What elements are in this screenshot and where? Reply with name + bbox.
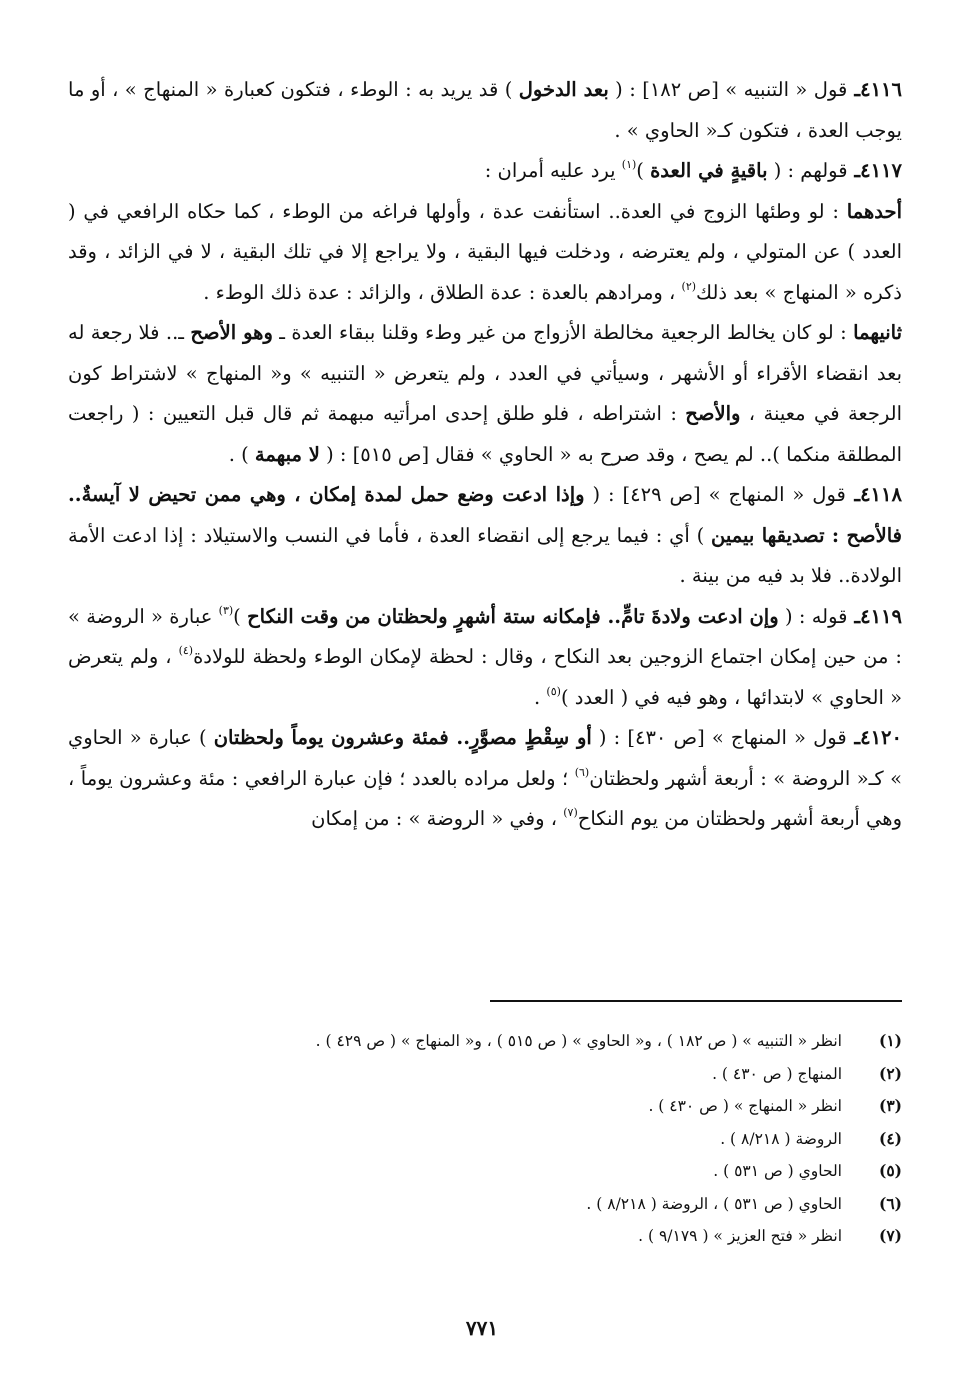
paragraph-text: ثانيهما : لو كان يخالط الرجعية مخالطة الأزواج من غير وطء وقلنا ببقاء العدة ـ وهو الأصح ـ.. فلا رجعة له بعد انقضاء الأقراء أو الأشهر ، وسيأتي في العدد ، ولم يتعرض « التنبيه » و« المنهاج » لاشتراط كون الرجعة في معينة ، والأصح : اشتراطه ، فلو طلق إحدى امرأتيه مبهمة ثم قال قبل التعيين : ( راجعت المطلقة منكما ).. لم يصح ، وقد صرح به « الحاوي » فقال [ص ٥١٥] : ( لا مبهمة ) .: [68, 321, 902, 466]
footnote-number: (٦): [878, 1193, 902, 1213]
main-text: [68, 70, 902, 840]
paragraph: [68, 718, 902, 840]
footnote: [68, 1123, 902, 1156]
footnote: [68, 1188, 902, 1221]
paragraph-text: قول « المنهاج » [ص ٤٣٠] : ( أو سِقْطٍ مصوَّرٍ.. فمئة وعشرون يوماً ولحظتان ) عبارة « الحاوي » كـ« الروضة » : أربعة أشهر ولحظتان$^{(٦)}$ ؛ ولعل مراده بالعدد ؛ فإن عبارة الرافعي : مئة وعشرون يوماً ، وهي أربعة أشهر ولحظتان من يوم النكاح$^{(٧)}$ ، وفي « الروضة » : من إمكان: [68, 726, 903, 830]
footnote-text: الروضة ( ٨/٢١٨ ) .: [720, 1129, 842, 1148]
footnote-separator: [490, 1000, 902, 1002]
issue-number: ٤١٢٠ـ: [846, 726, 902, 749]
footnote-number: (٧): [878, 1226, 902, 1245]
footnote-number: (٣): [878, 1096, 902, 1115]
footnote: [68, 1220, 902, 1253]
paragraph: [68, 597, 902, 719]
footnote: [68, 1025, 902, 1058]
paragraph-text: قول « التنبيه » [ص ١٨٢] : ( بعد الدخول ) قد يريد به : الوطء ، فتكون كعبارة « المنهاج » ، أو ما يوجب العدة ، فتكون كـ« الحاوي » .: [68, 78, 902, 142]
footnote-text: انظر « المنهاج » ( ص ٤٣٠ ) .: [648, 1097, 842, 1115]
footnote-text: الحاوي ( ص ٥٣١ ) ، الروضة ( ٨/٢١٨ ) .: [586, 1194, 842, 1213]
footnote-text: انظر « التنبيه » ( ص ١٨٢ ) ، و« الحاوي » ( ص ٥١٥ ) ، و« المنهاج » ( ص ٤٢٩ ) .: [315, 1032, 842, 1050]
footnote-number: (١): [878, 1031, 902, 1050]
footnotes: [68, 1025, 902, 1253]
paragraph: [68, 475, 902, 597]
footnote-number: (٢): [878, 1063, 902, 1083]
paragraph: [68, 70, 902, 151]
paragraph: [68, 313, 902, 475]
paragraph: [68, 192, 902, 314]
paragraph-text: قول « المنهاج » [ص ٤٢٩] : ( وإذا ادعت وضع حمل لمدة إمكان ، وهي ممن تحيض لا آيسةٌ.. فالأصح : تصديقها بيمين ) أي : فيما يرجع إلى انقضاء العدة ، فأما في النسب والاستيلاد : إذا ادعت الأمة الولادة.. فلا بد فيه من بينة .: [68, 483, 902, 587]
footnote-text: الحاوي ( ص ٥٣١ ) .: [713, 1162, 842, 1180]
footnote-number: (٥): [878, 1161, 902, 1180]
paragraph-text: قوله : ( وإن ادعت ولادةَ تامٍّ.. فإمكانه ستة أشهرٍ ولحظتان من وقت النكاح )$^{(٣)}$ عبارة « الروضة » : من حين إمكان اجتماع الزوجين بعد النكاح ، وقال : لحظة لإمكان الوطء ولحظة للولادة$^{(٤)}$ ، ولم يتعرض « الحاوي » لابتدائها ، وهو فيه في ( العدد )$^{(٥)}$ .: [68, 603, 902, 709]
issue-number: ٤١١٨ـ: [845, 483, 902, 506]
issue-number: ٤١١٦ـ: [847, 78, 902, 101]
paragraph-text: قولهم : ( باقيةٍ في العدة )$^{(١)}$ يرد عليه أمران :: [484, 158, 848, 182]
footnote-text: المنهاج ( ص ٤٣٠ ) .: [712, 1064, 842, 1083]
page-number: ٧٧١: [465, 1316, 499, 1340]
paragraph-text: أحدهما : لو وطئها الزوج في العدة.. استأنفت عدة ، وأولها فراغه من الوطء ، كما حكاه الرافعي في ( العدد ) عن المتولي ، ولم يعترضه ، ودخلت فيها البقية ، ولا يراجع إلا في تلك البقية ، لا في الزائد ، وقد ذكره « المنهاج » بعد ذلك$^{(٢)}$ ، ومرادهم بالعدة : عدة الطلاق ، والزائد : عدة ذلك الوطء .: [68, 199, 902, 304]
issue-number: ٤١١٩ـ: [847, 604, 902, 628]
footnote-text: انظر « فتح العزيز » ( ٩/١٧٩ ) .: [638, 1227, 842, 1245]
footnote: [68, 1058, 902, 1091]
footnote: [68, 1090, 902, 1123]
footnote: [68, 1155, 902, 1188]
issue-number: ٤١١٧ـ: [847, 159, 902, 182]
footnote-number: (٤): [878, 1128, 902, 1148]
paragraph: [68, 151, 902, 192]
